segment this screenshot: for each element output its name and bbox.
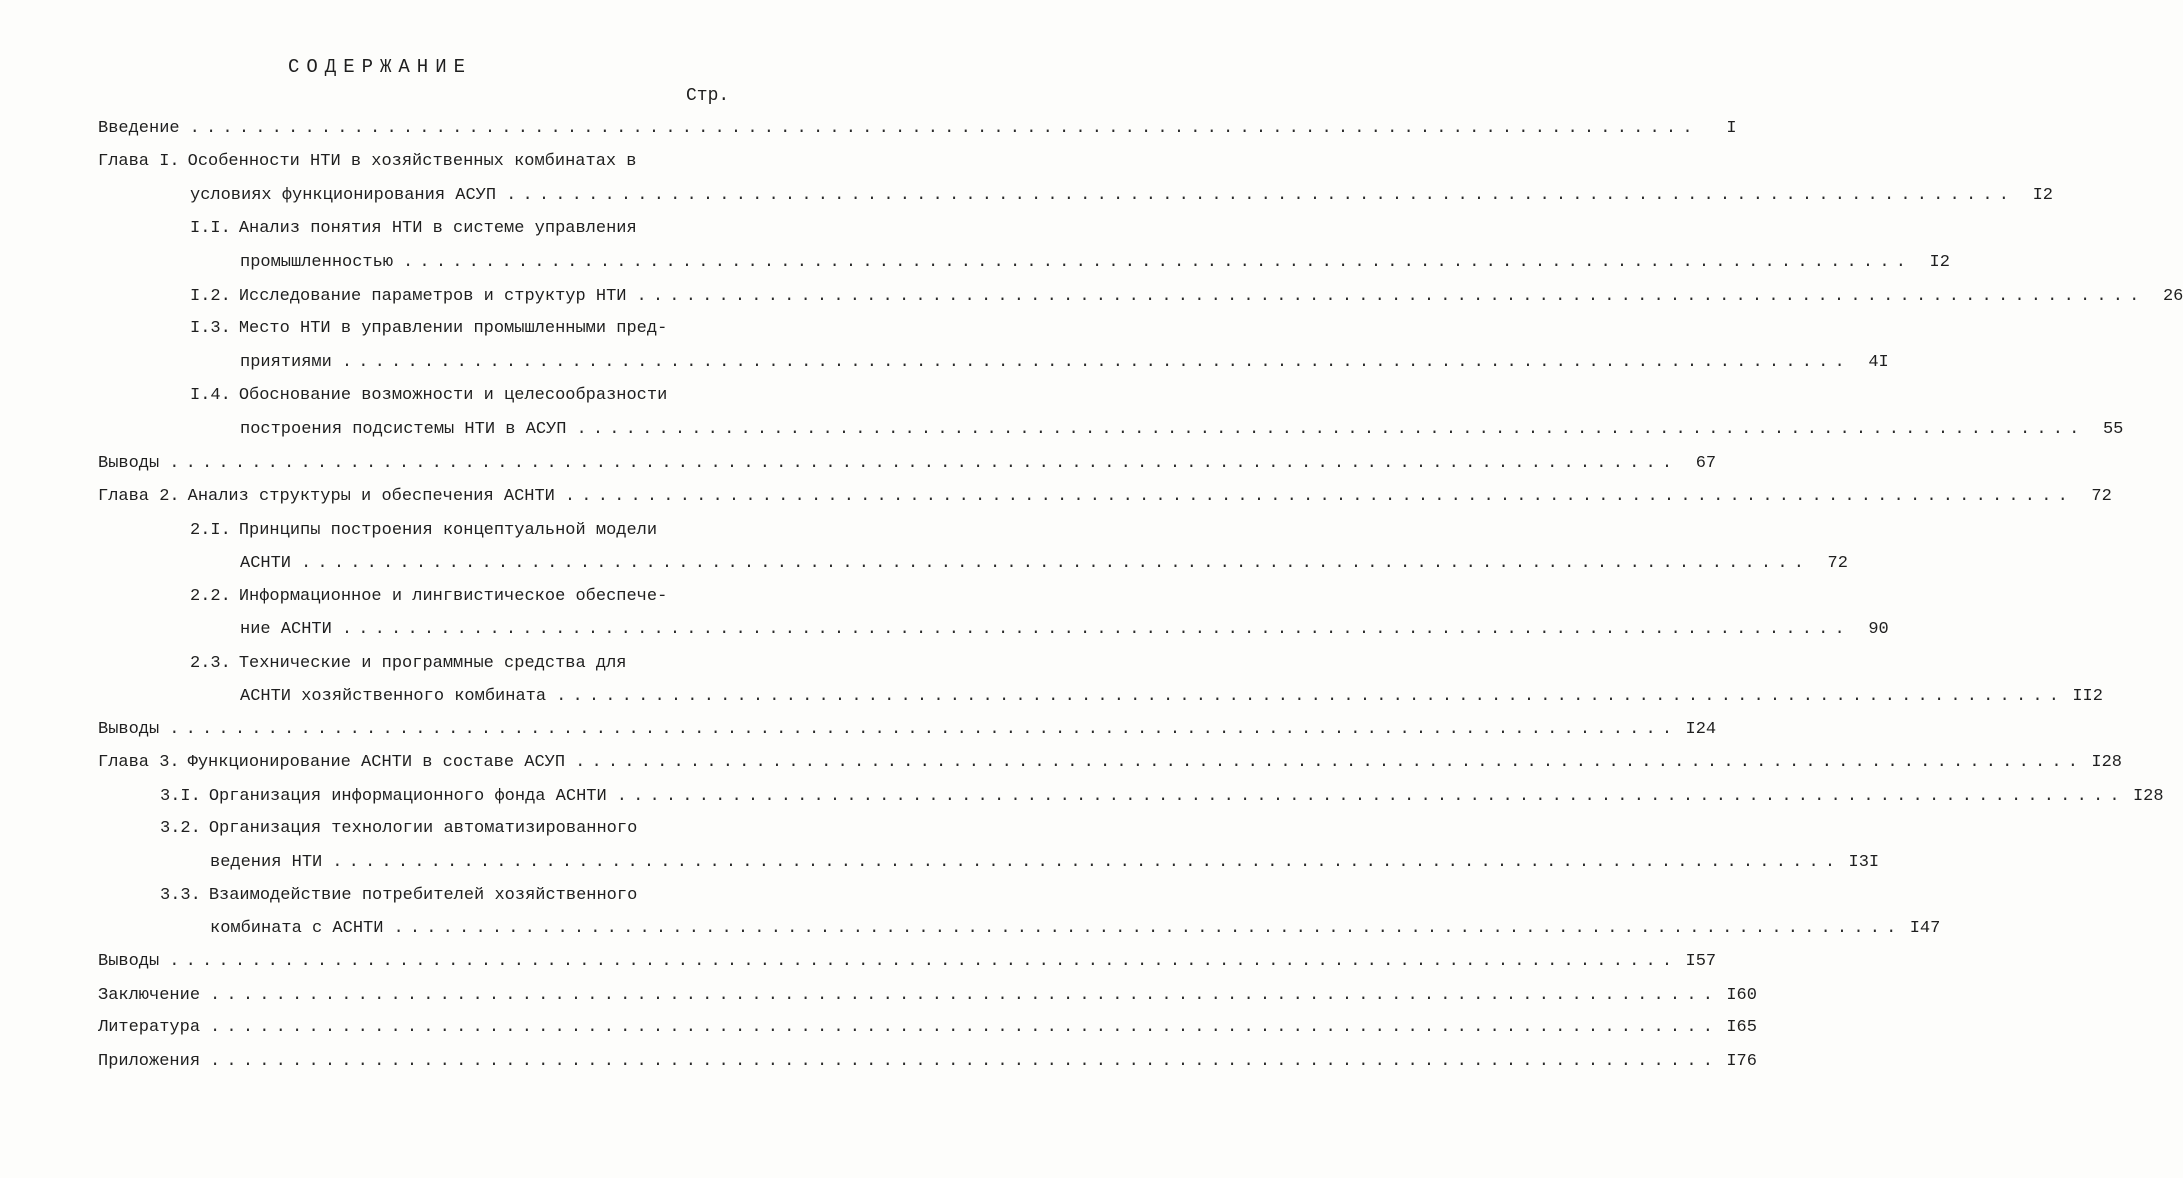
toc-entry-conclusions-2[interactable]	[0, 717, 1717, 743]
toc-entry-number: I.2.	[190, 287, 231, 306]
dot-leader	[301, 551, 1802, 577]
toc-entry-section-3-2-cont[interactable]	[0, 850, 1880, 876]
page-title: СОДЕРЖАНИЕ	[287, 56, 473, 78]
toc-entry-title-cont: построения подсистемы НТИ в АСУП	[240, 420, 567, 439]
toc-entry-title: Анализ понятия НТИ в системе управления	[238, 219, 637, 238]
toc-page-number: 72	[1827, 554, 1848, 573]
toc-entry-appendices[interactable]	[0, 1049, 1757, 1075]
toc-entry-title: Заключение	[98, 986, 201, 1005]
toc-entry-section-1-3-cont[interactable]	[0, 350, 1889, 376]
toc-page-number: II2	[2072, 687, 2103, 706]
toc-page-number: I28	[2132, 787, 2164, 806]
toc-entry-section-3-2[interactable]	[0, 816, 878, 842]
toc-entry-title-cont: условиях функционирования АСУП	[190, 186, 497, 205]
toc-page-number: I2	[1929, 253, 1950, 272]
toc-entry-section-2-2-cont[interactable]	[0, 617, 1889, 643]
toc-page-number: I60	[1726, 986, 1757, 1005]
dot-leader	[403, 250, 1904, 276]
toc-entry-title: Выводы	[98, 952, 160, 971]
dot-leader	[210, 1049, 1711, 1075]
toc-page-number: I28	[2091, 753, 2122, 772]
toc-entry-number: 3.3.	[160, 886, 201, 905]
toc-page-number: 67	[1695, 454, 1717, 473]
toc-page-number: I65	[1726, 1018, 1757, 1037]
toc-entry-conclusions-3[interactable]	[0, 949, 1717, 975]
toc-entry-title-cont: ние АСНТИ	[240, 620, 332, 639]
toc-page-number: 72	[2091, 487, 2112, 506]
toc-entry-title-cont: ведения НТИ	[210, 853, 323, 872]
dot-leader	[332, 850, 1833, 876]
dot-leader	[169, 451, 1670, 477]
toc-entry-number: 2.3.	[190, 654, 231, 673]
toc-entry-title: Место НТИ в управлении промышленными пред-	[238, 319, 668, 338]
toc-entry-title: Организация информационного фонда АСНТИ	[208, 787, 607, 806]
dot-leader	[169, 949, 1670, 975]
toc-entry-chapter-1[interactable]	[0, 149, 816, 175]
toc-entry-number: I.I.	[190, 219, 231, 238]
toc-entry-title: Организация технологии автоматизированного	[208, 819, 638, 838]
toc-entry-number: 3.2.	[160, 819, 201, 838]
toc-entry-title-cont: приятиями	[240, 353, 332, 372]
toc-entry-section-1-1-cont[interactable]	[0, 250, 1950, 276]
toc-entry-section-1-4-cont[interactable]	[0, 417, 2124, 443]
dot-leader	[636, 284, 2137, 310]
toc-entry-title: Обоснование возможности и целесообразности	[238, 386, 668, 405]
toc-entry-title: Анализ структуры и обеспечения АСНТИ	[187, 487, 555, 506]
toc-entry-number: I.3.	[190, 319, 231, 338]
toc-entry-section-2-1[interactable]	[0, 518, 908, 544]
toc-entry-section-3-3[interactable]	[0, 883, 878, 909]
toc-entry-number: Глава 3.	[98, 753, 180, 772]
toc-entry-chapter-1-cont[interactable]	[0, 183, 2053, 209]
toc-entry-title: Особенности НТИ в хозяйственных комбинатах в	[187, 152, 637, 171]
toc-entry-number: Глава 2.	[98, 487, 180, 506]
toc-page-number: I47	[1909, 919, 1941, 938]
toc-entry-section-2-2[interactable]	[0, 584, 908, 610]
dot-leader	[576, 417, 2077, 443]
toc-entry-title: Исследование параметров и структур НТИ	[238, 287, 627, 306]
dot-leader	[342, 350, 1843, 376]
toc-page-number: I3I	[1848, 853, 1880, 872]
toc-page-number: 90	[1868, 620, 1889, 639]
toc-entry-title: Принципы построения концептуальной модели	[238, 521, 658, 540]
toc-page-number: I2	[2032, 186, 2053, 205]
dot-leader	[617, 784, 2118, 810]
dot-leader	[190, 116, 1691, 142]
toc-entry-section-2-3[interactable]	[0, 651, 908, 677]
toc-entry-title: Технические и программные средства для	[238, 654, 627, 673]
toc-entry-number: 3.I.	[160, 787, 201, 806]
toc-entry-title: Взаимодействие потребителей хозяйственного	[208, 886, 638, 905]
toc-entry-number: Глава I.	[98, 152, 180, 171]
dot-leader	[575, 750, 2076, 776]
toc-entry-title: Выводы	[98, 720, 160, 739]
toc-page-number: I	[1726, 119, 1737, 138]
toc-entry-title-cont: АСНТИ	[240, 554, 292, 573]
toc-entry-section-1-4[interactable]	[0, 383, 908, 409]
toc-entry-section-3-1[interactable]	[0, 784, 2164, 810]
toc-entry-conclusions-1[interactable]	[0, 451, 1717, 477]
toc-entry-title: Приложения	[98, 1052, 201, 1071]
dot-leader	[210, 983, 1711, 1009]
dot-leader	[393, 916, 1894, 942]
toc-page-number: 26	[2162, 287, 2183, 306]
toc-entry-introduction[interactable]	[0, 116, 1737, 142]
toc-entry-section-2-3-cont[interactable]	[0, 684, 2103, 710]
page-column-label: Стр.	[686, 86, 730, 106]
dot-leader	[210, 1015, 1711, 1041]
toc-entry-section-2-1-cont[interactable]	[0, 551, 1848, 577]
toc-entry-chapter-3[interactable]	[0, 750, 2122, 776]
toc-entry-title: Введение	[98, 119, 180, 138]
toc-entry-number: 2.I.	[190, 521, 231, 540]
toc-entry-title-cont: АСНТИ хозяйственного комбината	[240, 687, 547, 706]
toc-entry-conclusion[interactable]	[0, 983, 1757, 1009]
toc-entry-number: 2.2.	[190, 587, 231, 606]
toc-entry-title-cont: промышленностью	[240, 253, 394, 272]
toc-page-number: I76	[1726, 1052, 1757, 1071]
dot-leader	[342, 617, 1843, 643]
toc-entry-number: I.4.	[190, 386, 231, 405]
toc-entry-section-1-1[interactable]	[0, 216, 908, 242]
dot-leader	[556, 684, 2057, 710]
toc-entry-title: Функционирование АСНТИ в составе АСУП	[187, 753, 566, 772]
toc-page-number: 55	[2102, 420, 2124, 439]
dot-leader	[506, 183, 2007, 209]
toc-entry-title: Литература	[98, 1018, 201, 1037]
toc-entry-section-1-2[interactable]	[0, 284, 2183, 310]
toc-entry-title: Информационное и лингвистическое обеспече-	[238, 587, 668, 606]
toc-page-number: I24	[1685, 720, 1717, 739]
toc-page-number: I57	[1685, 952, 1717, 971]
toc-entry-section-1-3[interactable]	[0, 316, 908, 342]
toc-entry-chapter-2[interactable]	[0, 484, 2112, 510]
dot-leader	[169, 717, 1670, 743]
toc-page-number: 4I	[1868, 353, 1889, 372]
toc-entry-title-cont: комбината с АСНТИ	[210, 919, 384, 938]
toc-entry-section-3-3-cont[interactable]	[0, 916, 1941, 942]
dot-leader	[565, 484, 2066, 510]
toc-entry-title: Выводы	[98, 454, 160, 473]
toc-entry-bibliography[interactable]	[0, 1015, 1757, 1041]
